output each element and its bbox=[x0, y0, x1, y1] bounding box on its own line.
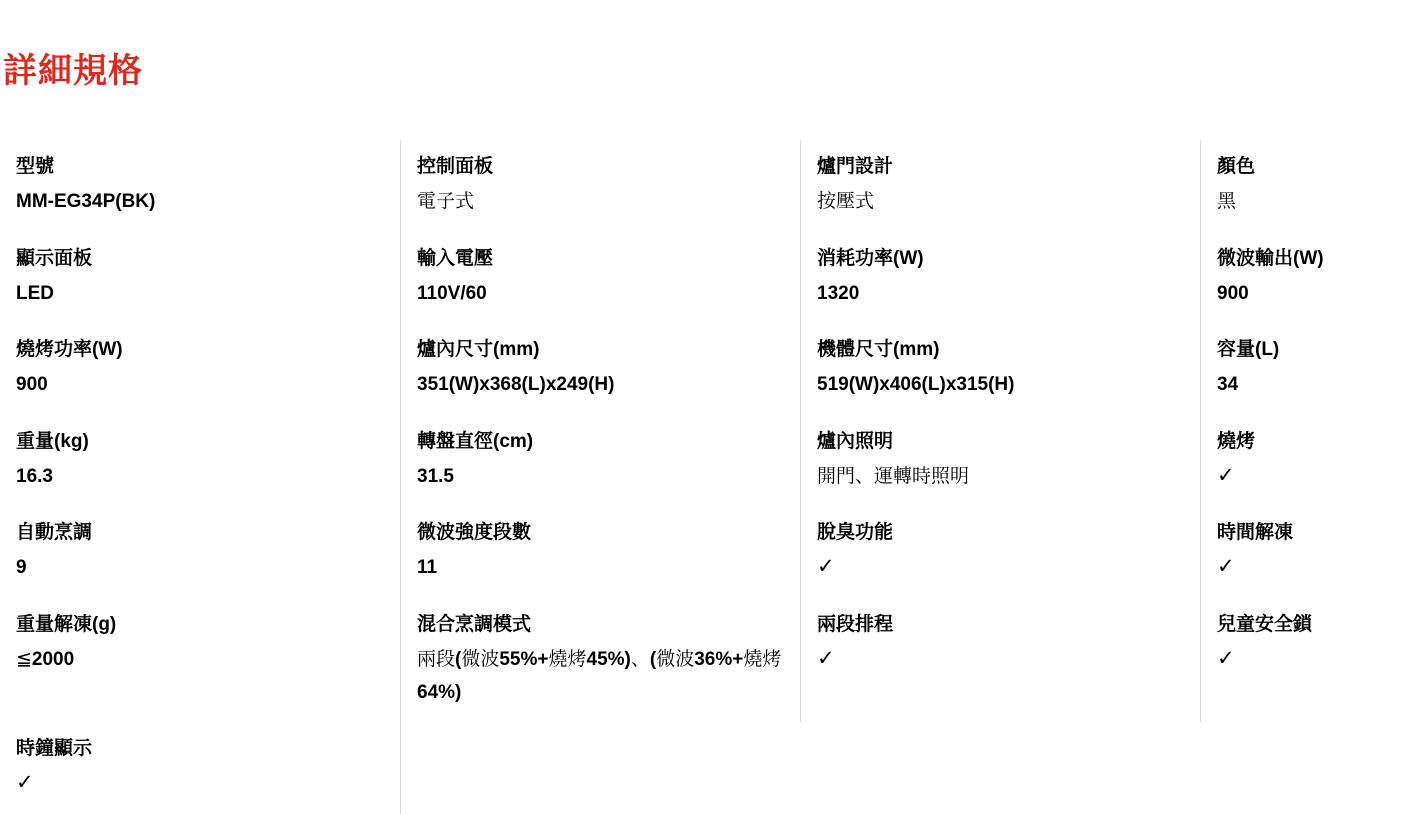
check-icon: ✓ bbox=[1217, 463, 1235, 487]
spec-label: 微波輸出(W) bbox=[1217, 247, 1324, 269]
spec-cell bbox=[0, 415, 401, 507]
page-title: 詳細規格 bbox=[3, 52, 143, 90]
spec-value: 900 bbox=[16, 374, 48, 395]
spec-value: 電子式 bbox=[417, 191, 475, 212]
spec-value: 開門、運轉時照明 bbox=[817, 465, 970, 487]
spec-label: 燒烤 bbox=[1217, 430, 1256, 452]
spec-cell bbox=[801, 415, 1201, 507]
spec-cell bbox=[1201, 415, 1406, 507]
spec-label: 控制面板 bbox=[417, 156, 494, 177]
check-icon: ✓ bbox=[817, 555, 835, 578]
spec-cell bbox=[401, 140, 801, 232]
spec-cell bbox=[801, 323, 1201, 415]
spec-label: 兩段排程 bbox=[817, 613, 894, 635]
spec-cell bbox=[801, 598, 1201, 723]
spec-cell bbox=[401, 415, 801, 507]
spec-cell bbox=[0, 323, 401, 415]
spec-value: 11 bbox=[417, 557, 438, 578]
spec-cell bbox=[401, 598, 801, 723]
spec-value: 9 bbox=[16, 557, 27, 578]
spec-label: 重量(kg) bbox=[16, 430, 89, 452]
spec-value: 519(W)x406(L)x315(H) bbox=[817, 374, 1015, 395]
spec-cell bbox=[1201, 323, 1406, 415]
spec-label: 自動烹調 bbox=[16, 522, 93, 543]
spec-cell bbox=[0, 598, 401, 723]
spec-cell bbox=[0, 506, 401, 598]
spec-value: LED bbox=[16, 282, 54, 304]
spec-cell bbox=[801, 232, 1201, 324]
check-icon: ✓ bbox=[16, 771, 34, 794]
spec-cell bbox=[1201, 140, 1406, 232]
spec-label: 型號 bbox=[16, 156, 55, 177]
spec-value: 1320 bbox=[817, 282, 860, 304]
spec-label: 顏色 bbox=[1217, 156, 1256, 177]
check-icon: ✓ bbox=[817, 646, 835, 670]
spec-value: 按壓式 bbox=[817, 191, 875, 212]
spec-value: 351(W)x368(L)x249(H) bbox=[417, 374, 615, 395]
spec-label: 爐內照明 bbox=[817, 430, 894, 452]
spec-value: 34 bbox=[1217, 374, 1239, 395]
spec-value: 900 bbox=[1217, 282, 1249, 304]
check-icon: ✓ bbox=[1217, 555, 1235, 578]
spec-label: 脫臭功能 bbox=[817, 522, 894, 543]
spec-value: 16.3 bbox=[16, 465, 53, 487]
spec-cell bbox=[401, 323, 801, 415]
spec-label: 重量解凍(g) bbox=[16, 613, 117, 635]
spec-label: 燒烤功率(W) bbox=[16, 339, 123, 360]
spec-cell bbox=[0, 140, 401, 232]
spec-cell bbox=[401, 506, 801, 598]
specs-grid bbox=[0, 140, 1406, 814]
spec-label: 爐門設計 bbox=[817, 156, 894, 177]
spec-value: 黑 bbox=[1217, 191, 1237, 212]
spec-value: ≦2000 bbox=[16, 648, 75, 670]
spec-label: 轉盤直徑(cm) bbox=[417, 430, 534, 452]
spec-label: 消耗功率(W) bbox=[817, 247, 924, 269]
spec-cell bbox=[0, 722, 401, 814]
spec-value: 兩段(微波55%+燒烤45%)、(微波36%+燒烤64%) bbox=[417, 648, 782, 703]
spec-label: 輸入電壓 bbox=[417, 247, 494, 269]
spec-label: 顯示面板 bbox=[16, 247, 93, 269]
spec-label: 容量(L) bbox=[1217, 339, 1280, 360]
spec-value: MM-EG34P(BK) bbox=[16, 191, 156, 212]
spec-label: 微波強度段數 bbox=[417, 522, 532, 543]
spec-value: 110V/60 bbox=[417, 282, 487, 304]
spec-label: 時鐘顯示 bbox=[16, 738, 93, 759]
spec-value: 31.5 bbox=[417, 465, 454, 487]
check-icon: ✓ bbox=[1217, 646, 1235, 670]
spec-cell bbox=[1201, 232, 1406, 324]
spec-cell bbox=[0, 232, 401, 324]
spec-cell bbox=[801, 506, 1201, 598]
spec-label: 時間解凍 bbox=[1217, 522, 1294, 543]
spec-cell bbox=[1201, 598, 1406, 723]
spec-label: 爐內尺寸(mm) bbox=[417, 339, 540, 360]
spec-cell bbox=[801, 140, 1201, 232]
spec-label: 兒童安全鎖 bbox=[1217, 613, 1313, 635]
spec-cell bbox=[401, 232, 801, 324]
spec-label: 機體尺寸(mm) bbox=[817, 339, 940, 360]
spec-cell bbox=[1201, 506, 1406, 598]
spec-label: 混合烹調模式 bbox=[417, 613, 532, 635]
